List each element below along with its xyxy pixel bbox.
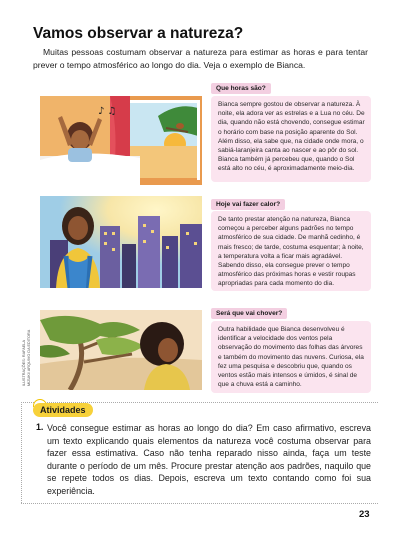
activities-label: Atividades [33, 403, 93, 417]
illustration-city-heat [40, 196, 202, 288]
section-text-calor: De tanto prestar atenção na natureza, Bianca começou a perceber alguns padrões no tempo atmosférico de sua cidade. De manhã cedinho, é mais fresco; de tarde, costuma esquentar; à noite, a temperatura volta a ficar mais agradável. Sabendo disso, ela consegue prever o tempo atmosférico das próximas horas e vestir roupas apropriadas para cada momento do dia. [211, 211, 371, 291]
illustration-credit: ILUSTRAÇÕES: RAFAELA MIZUKI/ ARQUIVO DA EDITORA [22, 329, 31, 386]
activities-left-border [21, 402, 22, 503]
illustration-windy-trees [40, 310, 202, 390]
section-tag-que-horas: Que horas são? [211, 83, 271, 94]
activity-number: 1. [36, 422, 44, 432]
illustration-waking-up [40, 96, 202, 185]
page-number: 23 [359, 509, 370, 520]
activities-bottom-divider [21, 503, 378, 504]
intro-paragraph: Muitas pessoas costumam observar a natureza para estimar as horas e para tentar prever o tempo atmosférico ao longo do dia. Veja o exemplo de Bianca. [33, 47, 368, 70]
page-title: Vamos observar a natureza? [33, 25, 244, 42]
activity-question: Você consegue estimar as horas ao longo do dia? Em caso afirmativo, escreva um texto explicando quais elementos da natureza você costuma observar para fazer essa estimativa. Caso não tenha reparado nisso ainda, faça um teste durante o período de um mês. Procure prestar atenção aos padrões, naquilo que se repete todos os dias. Depois, escreva um texto contando como foi sua experiência. [47, 423, 371, 496]
svg-text:♪ ♫: ♪ ♫ [98, 106, 117, 117]
section-tag-chuva: Será que vai chover? [211, 308, 287, 319]
section-text-chuva: Outra habilidade que Bianca desenvolveu é identificar a velocidade dos ventos pela observação do movimento das folhas das árvores e também do movimento das nuvens. Curiosa, ela fez uma pesquisa e descobriu que, quando os ventos estão mais intensos e úmidos, é sinal de que a chuva está a caminho. [211, 321, 371, 393]
section-text-que-horas: Bianca sempre gostou de observar a natureza. À noite, ela adora ver as estrelas e a Lua no céu. De dia, quando não está chovendo, consegue estimar o horário com base na posição aparente do Sol. Além disso, ela sabe que, na cidade onde mora, o sabiá-laranjeira canta ao nascer e ao pôr do sol. Bianca também já percebeu que, quando o Sol está alto no céu, é aproximadamente meio-dia. [211, 96, 371, 182]
section-tag-calor: Hoje vai fazer calor? [211, 199, 285, 210]
